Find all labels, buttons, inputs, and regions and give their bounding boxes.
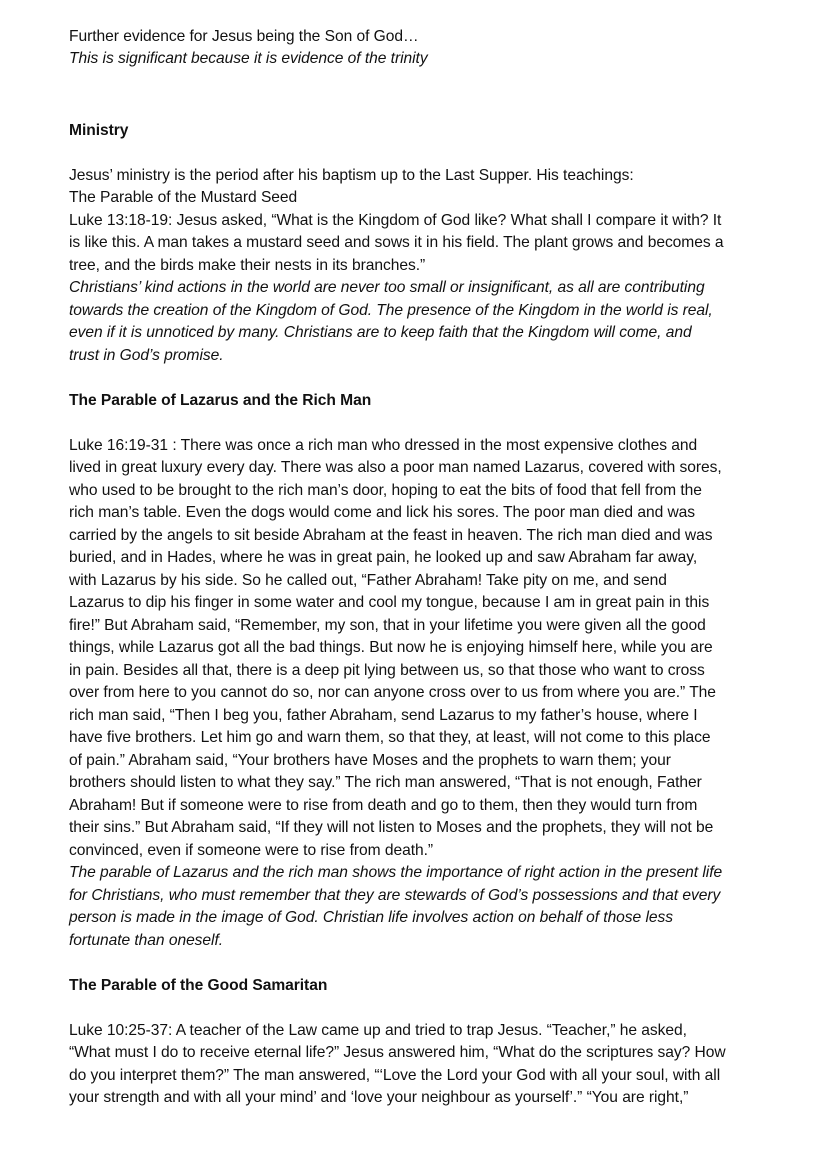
scripture-line: “What must I do to receive eternal life?” Jesus answered him, “What do the scriptures say? How — [69, 1044, 726, 1061]
commentary-line: The parable of Lazarus and the rich man shows the importance of right action in the present life — [69, 864, 723, 881]
section-heading-samaritan: The Parable of the Good Samaritan — [69, 977, 328, 994]
scripture-line: carried by the angels to sit beside Abraham at the feast in heaven. The rich man died and was — [69, 527, 713, 544]
commentary-line: towards the creation of the Kingdom of God. The presence of the Kingdom in the world is real, — [69, 302, 713, 319]
scripture-line: rich man said, “Then I beg you, father Abraham, send Lazarus to my father’s house, where I — [69, 707, 698, 724]
scripture-line: buried, and in Hades, where he was in great pain, he looked up and saw Abraham far away, — [69, 549, 698, 566]
scripture-line: have five brothers. Let him go and warn them, so that they, at least, will not come to this place — [69, 729, 711, 746]
scripture-line: convinced, even if someone were to rise from death.” — [69, 842, 434, 859]
commentary-line: even if it is unnoticed by many. Christians are to keep faith that the Kingdom will come, and — [69, 324, 692, 341]
intro-note: This is significant because it is evidence of the trinity — [69, 50, 428, 67]
scripture-line: who used to be brought to the rich man’s door, hoping to eat the bits of food that fell from the — [69, 482, 702, 499]
scripture-line: your strength and with all your mind’ and ‘love your neighbour as yourself’.” “You are right,” — [69, 1089, 689, 1106]
scripture-line: things, while Lazarus got all the bad things. But now he is enjoying himself here, while you are — [69, 639, 713, 656]
scripture-line: Luke 16:19-31 : There was once a rich man who dressed in the most expensive clothes and — [69, 437, 698, 454]
scripture-line: brothers should listen to what they say.” The rich man answered, “That is not enough, Father — [69, 774, 702, 791]
commentary-line: Christians’ kind actions in the world are never too small or insignificant, as all are contributing — [69, 279, 705, 296]
commentary-line: person is made in the image of God. Christian life involves action on behalf of those less — [69, 909, 673, 926]
mustard-seed-subheading: The Parable of the Mustard Seed — [69, 189, 298, 206]
scripture-line: rich man’s table. Even the dogs would come and lick his sores. The poor man died and was — [69, 504, 696, 521]
scripture-line: Luke 10:25-37: A teacher of the Law came up and tried to trap Jesus. “Teacher,” he asked, — [69, 1022, 687, 1039]
commentary-line: for Christians, who must remember that they are stewards of God’s possessions and that every — [69, 887, 721, 904]
scripture-line: of pain.” Abraham said, “Your brothers have Moses and the prophets to warn them; your — [69, 752, 671, 769]
scripture-line: lived in great luxury every day. There was also a poor man named Lazarus, covered with sores, — [69, 459, 722, 476]
scripture-line: in pain. Besides all that, there is a deep pit lying between us, so that those who want to cross — [69, 662, 705, 679]
scripture-line: is like this. A man takes a mustard seed and sows it in his field. The plant grows and becomes a — [69, 234, 724, 251]
scripture-line: tree, and the birds make their nests in its branches.” — [69, 257, 426, 274]
scripture-line: Lazarus to dip his finger in some water and cool my tongue, because I am in great pain in this — [69, 594, 710, 611]
scripture-line: with Lazarus by his side. So he called out, “Father Abraham! Take pity on me, and send — [69, 572, 667, 589]
scripture-line: fire!” But Abraham said, “Remember, my son, that in your lifetime you were given all the good — [69, 617, 706, 634]
scripture-line: their sins.” But Abraham said, “If they will not listen to Moses and the prophets, they will not be — [69, 819, 714, 836]
section-heading-ministry: Ministry — [69, 122, 129, 139]
scripture-line: over from here to you cannot do so, nor can anyone cross over to us from where you are.” The — [69, 684, 716, 701]
section-heading-lazarus: The Parable of Lazarus and the Rich Man — [69, 392, 372, 409]
ministry-intro: Jesus’ ministry is the period after his baptism up to the Last Supper. His teachings: — [69, 167, 634, 184]
scripture-line: Luke 13:18-19: Jesus asked, “What is the Kingdom of God like? What shall I compare it with? It — [69, 212, 722, 229]
commentary-line: fortunate than oneself. — [69, 932, 224, 949]
commentary-line: trust in God’s promise. — [69, 347, 224, 364]
scripture-line: do you interpret them?” The man answered, “‘Love the Lord your God with all your soul, with all — [69, 1067, 721, 1084]
scripture-line: Abraham! But if someone were to rise from death and go to them, then they would turn from — [69, 797, 698, 814]
intro-line: Further evidence for Jesus being the Son of God… — [69, 28, 419, 45]
